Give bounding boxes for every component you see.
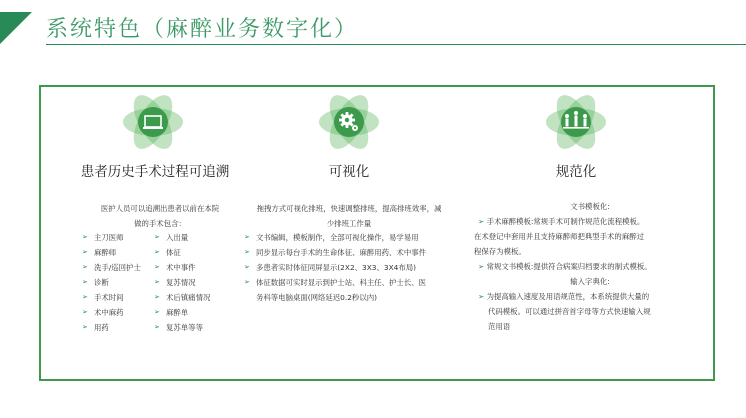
intro-line: 少排班工作量 — [326, 219, 372, 228]
monitor-icon — [121, 90, 185, 154]
list-item: ➢ 同步显示每台手术的生命体征、麻醉用药、术中事件 — [244, 245, 458, 260]
arrow-icon: ➢ — [82, 248, 88, 256]
arrow-icon: ➢ — [244, 278, 250, 286]
arrow-icon: ➢ — [154, 233, 160, 241]
column-intro — [240, 201, 458, 231]
list-item: ➢ 洗手/巡回护士 — [82, 260, 141, 275]
list-item: ➢ 手术时间 — [82, 290, 141, 305]
column-title: 患者历史手术过程可追溯 — [80, 164, 230, 180]
arrow-icon: ➢ — [82, 263, 88, 271]
list-item: ➢ 术后镇痛情况 — [154, 290, 210, 305]
arrow-icon: ➢ — [244, 233, 250, 241]
column-title: 可视化 — [328, 164, 370, 180]
arrow-icon: ➢ — [478, 217, 485, 226]
paragraph-line: 在术登记中套用并且支持麻醉师把典型手术的麻醉过 — [474, 232, 644, 241]
list-item: ➢ 为提高输入速度及用语规范性，本系统提供大量的 — [478, 292, 650, 301]
list-item: ➢ 体征数据可实时显示到护士站、科主任、护士长、医 — [244, 275, 458, 290]
list-item-continuation: 范用语 — [488, 322, 511, 331]
list-item-continuation: 代码模板。可以通过拼音首字母等方式快速输入规 — [488, 307, 651, 316]
list-item: ➢ 主刀医师 — [82, 230, 141, 245]
column-intro — [70, 201, 250, 231]
list-item: ➢ 多患者实时体征同屏显示(2X2、3X3、3X4布局) — [244, 260, 458, 275]
arrow-icon: ➢ — [82, 278, 88, 286]
list-item: ➢ 复苏单等等 — [154, 320, 210, 335]
gear-icon — [317, 90, 381, 154]
list-item: ➢ 体征 — [154, 245, 210, 260]
arrow-icon: ➢ — [82, 293, 88, 301]
people-icon — [544, 90, 608, 154]
paragraph-line: 程保存为模板。 — [474, 247, 526, 256]
column-body — [474, 199, 706, 334]
arrow-icon: ➢ — [82, 323, 88, 331]
page-title: 系统特色（麻醉业务数字化） — [46, 17, 359, 42]
list-item: ➢ 术中麻药 — [82, 305, 141, 320]
list-item: ➢ 诊断 — [82, 275, 141, 290]
list-item: ➢ 麻醉师 — [82, 245, 141, 260]
arrow-icon: ➢ — [82, 233, 88, 241]
arrow-icon: ➢ — [244, 248, 250, 256]
list-item: ➢ 术中事件 — [154, 260, 210, 275]
arrow-icon: ➢ — [244, 263, 250, 271]
arrow-icon: ➢ — [154, 248, 160, 256]
arrow-icon: ➢ — [154, 263, 160, 271]
arrow-icon: ➢ — [154, 323, 160, 331]
feature-list-left — [82, 230, 141, 335]
feature-list — [244, 230, 458, 305]
section-heading: 文书模板化: — [570, 202, 610, 211]
list-item: ➢ 手术麻醉模板:常规手术可制作规范化流程模板。 — [478, 217, 645, 226]
arrow-icon: ➢ — [154, 308, 160, 316]
title-underline — [46, 44, 746, 45]
list-item: ➢ 用药 — [82, 320, 141, 335]
arrow-icon: ➢ — [82, 308, 88, 316]
feature-list-right — [154, 230, 210, 335]
list-item-continuation: 务科等电脑桌面(网络延迟0.2秒以内) — [256, 293, 377, 302]
arrow-icon: ➢ — [154, 278, 160, 286]
list-item: ➢ 入出量 — [154, 230, 210, 245]
list-item: ➢ 常规文书模板:提供符合病案归档要求的制式模板。 — [478, 262, 652, 271]
header-corner-accent — [0, 12, 32, 44]
column-title: 规范化 — [555, 164, 597, 180]
section-heading: 输入字典化: — [570, 277, 610, 286]
list-item: ➢ 文书编辑，模板制作，全部可视化操作，易学易用 — [244, 230, 458, 245]
arrow-icon: ➢ — [478, 262, 485, 271]
arrow-icon: ➢ — [154, 293, 160, 301]
intro-line: 做的手术包含： — [134, 219, 186, 228]
list-item: ➢ 复苏情况 — [154, 275, 210, 290]
intro-line: 医护人员可以追溯出患者以前在本院 — [100, 204, 220, 213]
intro-line: 拖拽方式可视化排班，快速调整排班，提高排班效率，减 — [256, 204, 442, 213]
arrow-icon: ➢ — [478, 292, 485, 301]
list-item: ➢ 麻醉单 — [154, 305, 210, 320]
